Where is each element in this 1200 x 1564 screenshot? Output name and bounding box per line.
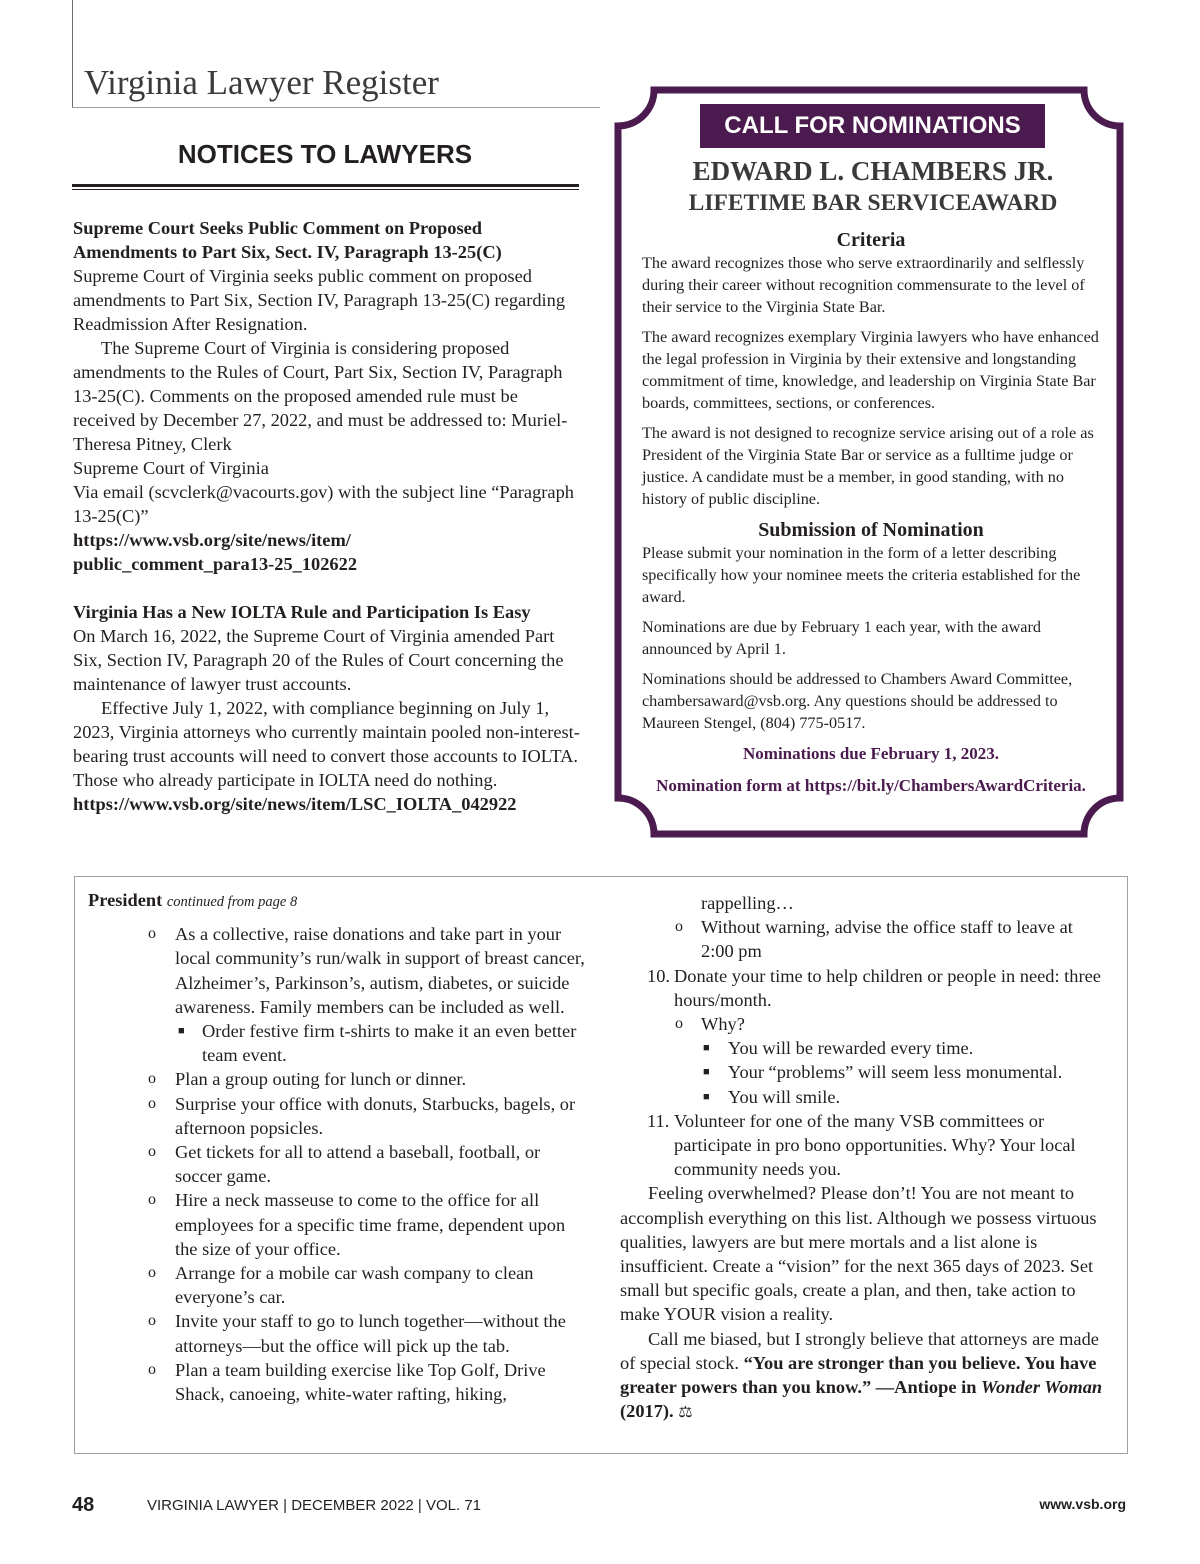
- notice2-para1: On March 16, 2022, the Supreme Court of Virginia amended Part Six, Section IV, Paragraph 20 of the Rules of Court concerning the maintenance of lawyer trust accounts.: [73, 626, 564, 694]
- circle-bullet-icon: o: [148, 1360, 156, 1378]
- list-item: [620, 1036, 1110, 1060]
- list-item: [88, 1188, 588, 1261]
- criteria-heading: Criteria: [836, 229, 906, 251]
- notice1-title-line2: Amendments to Part Six, Sect. IV, Paragraph 13-25(C): [73, 242, 502, 262]
- section-title: Virginia Lawyer Register: [84, 63, 439, 102]
- list-item-numbered: [620, 964, 1110, 1012]
- circle-bullet-icon: o: [675, 1015, 683, 1033]
- notices-column: [73, 216, 583, 816]
- notice1-title-line1: Supreme Court Seeks Public Comment on Proposed: [73, 218, 483, 238]
- scales-icon: ⚖: [678, 1404, 693, 1422]
- nomination-form-link[interactable]: Nomination form at https://bit.ly/ChambersAwardCriteria.: [656, 776, 1086, 795]
- list-item: [620, 1060, 1110, 1084]
- criteria-para2: The award recognizes exemplary Virginia lawyers who have enhanced the legal profession in Virginia by their extensive and longstanding commitment of time, knowledge, and leadership on Virginia State Bar boards, committees, sections, or conferences.: [642, 328, 1099, 412]
- circle-bullet-icon: o: [148, 1191, 156, 1209]
- list-continuation: rappelling…: [701, 893, 794, 913]
- notices-heading: NOTICES TO LAWYERS: [177, 139, 473, 169]
- list-item-text: Get tickets for all to attend a baseball, football, or soccer game.: [175, 1142, 541, 1187]
- award-title-line2: LIFETIME BAR SERVICEAWARD: [688, 190, 1058, 216]
- president-right-column: [620, 891, 1110, 1425]
- closing-text: Call me biased, but I strongly believe that attorneys are made of special stock.: [620, 1328, 1099, 1373]
- page-number: 48: [72, 1494, 95, 1516]
- nomination-body: [642, 228, 1100, 806]
- list-item: [88, 1092, 588, 1140]
- spacer: [73, 576, 583, 600]
- submission-heading: Submission of Nomination: [758, 519, 984, 541]
- notices-rule-thin: [72, 189, 579, 190]
- notice1-link-line1[interactable]: https://www.vsb.org/site/news/item/: [73, 530, 351, 550]
- circle-bullet-icon: o: [148, 1312, 156, 1330]
- list-item-text: Donate your time to help children or people in need: three hours/month.: [674, 965, 1101, 1010]
- submission-para2: Nominations are due by February 1 each year, with the award announced by April 1.: [642, 618, 1041, 658]
- list-item-text: As a collective, raise donations and take part in your local community’s run/walk in support of breast cancer, Alzheimer’s, Parkinson’s, autism, diabetes, or suicide awareness. Family members can be included as well.: [175, 924, 585, 1017]
- list-item: [88, 1140, 588, 1188]
- submission-para3: Nominations should be addressed to Chambers Award Committee, chambersaward@vsb.org. Any questions should be addressed to Maureen Stengel, (804) 775-0517.: [642, 670, 1073, 732]
- list-item-text: Plan a team building exercise like Top Golf, Drive Shack, canoeing, white-water rafting, hiking,: [175, 1359, 546, 1405]
- notices-rule: [72, 184, 579, 187]
- circle-bullet-icon: o: [148, 1264, 156, 1282]
- list-item-text: Without warning, advise the office staff to leave at 2:00 pm: [701, 917, 1073, 962]
- square-bullet-icon: ■: [178, 1025, 185, 1038]
- notice1-intro: Supreme Court of Virginia seeks public comment on proposed amendments to Part Six, Section IV, Paragraph 13-25(C) regarding Readmission After Resignation.: [73, 266, 566, 334]
- list-item-text: Surprise your office with donuts, Starbucks, bagels, or afternoon popsicles.: [175, 1093, 576, 1138]
- publication-info: VIRGINIA LAWYER | DECEMBER 2022 | VOL. 71: [147, 1497, 482, 1514]
- notice2-link[interactable]: https://www.vsb.org/site/news/item/LSC_IOLTA_042922: [73, 794, 517, 814]
- award-title-line1: EDWARD L. CHAMBERS JR.: [692, 156, 1054, 186]
- list-item-text: Plan a group outing for lunch or dinner.: [175, 1069, 467, 1090]
- continued-note: continued from page 8: [166, 894, 298, 910]
- list-item: [88, 1261, 588, 1309]
- criteria-para1: The award recognizes those who serve extraordinarily and selflessly during their career without recognition commensurate to the level of their service to the Virginia State Bar.: [642, 254, 1085, 316]
- president-left-column: [88, 888, 588, 1406]
- list-item-text: Invite your staff to go to lunch together—without the attorneys—but the office will pick up the tab.: [175, 1311, 566, 1356]
- notice2-para2: Effective July 1, 2022, with compliance beginning on July 1, 2023, Virginia attorneys who currently maintain pooled non-interest-bearing trust accounts will need to convert those accounts to IOLTA. Those who already participate in IOLTA need do nothing.: [73, 698, 580, 790]
- square-bullet-icon: ■: [703, 1042, 710, 1055]
- list-item: [88, 1067, 588, 1091]
- header-horizontal-rule: [72, 107, 600, 108]
- list-item: [620, 1012, 1110, 1036]
- nomination-banner: CALL FOR NOMINATIONS: [700, 104, 1045, 148]
- list-item-numbered: [620, 1109, 1110, 1182]
- closing-year: (2017).: [620, 1401, 674, 1422]
- list-item-text: Volunteer for one of the many VSB committees or participate in pro bono opportunities. Why? Your local community needs you.: [674, 1110, 1076, 1180]
- list-number: 10.: [647, 965, 670, 986]
- closing-paragraph-1: Feeling overwhelmed? Please don’t! You are not meant to accomplish everything on this list. Although we possess virtuous qualities, lawyers are but mere mortals and a list alone is insufficient. Create a “vision” for the next 365 days of 2023. Set small but specific goals, create a plan, and then, take action to make YOUR vision a reality.: [620, 1183, 1097, 1325]
- closing-film-title: Wonder Woman: [981, 1377, 1103, 1398]
- header-vertical-rule: [72, 0, 73, 108]
- president-heading: [88, 888, 588, 914]
- footer-url[interactable]: www.vsb.org: [1039, 1496, 1126, 1512]
- list-item: [88, 1358, 588, 1406]
- list-item: [620, 1085, 1110, 1109]
- circle-bullet-icon: o: [675, 918, 683, 936]
- list-item-text: Order festive firm t-shirts to make it an even better team event.: [202, 1021, 577, 1066]
- list-item: [88, 922, 588, 1019]
- list-item-text: Your “problems” will seem less monumental.: [728, 1062, 1063, 1083]
- circle-bullet-icon: o: [148, 925, 156, 943]
- criteria-para3: The award is not designed to recognize service arising out of a role as President of the Virginia State Bar or service as a fulltime judge or justice. A candidate must be a member, in good standing, with no history of public discipline.: [642, 424, 1094, 508]
- list-item-text: Hire a neck masseuse to come to the office for all employees for a specific time frame, dependent upon the size of your office.: [175, 1190, 566, 1259]
- square-bullet-icon: ■: [703, 1090, 710, 1103]
- list-item-text: Why?: [701, 1014, 745, 1035]
- notice1-link-line2[interactable]: public_comment_para13-25_102622: [73, 554, 358, 574]
- circle-bullet-icon: o: [148, 1094, 156, 1112]
- notice1-address-court: Supreme Court of Virginia: [73, 458, 269, 478]
- closing-quote: “You are stronger than you believe. You have greater powers than you know.” —Antiope in: [620, 1352, 1097, 1398]
- president-label: President: [88, 890, 163, 910]
- closing-paragraph-2: [620, 1327, 1110, 1426]
- square-bullet-icon: ■: [703, 1066, 710, 1079]
- list-item-text: You will be rewarded every time.: [728, 1038, 974, 1059]
- notice2-title: Virginia Has a New IOLTA Rule and Participation Is Easy: [73, 602, 531, 622]
- list-item: [88, 1019, 588, 1067]
- circle-bullet-icon: o: [148, 1070, 156, 1088]
- list-item-text: Arrange for a mobile car wash company to clean everyone’s car.: [175, 1263, 534, 1308]
- list-item: [88, 1309, 588, 1357]
- list-number: 11.: [647, 1110, 670, 1131]
- list-item-text: You will smile.: [728, 1086, 841, 1107]
- list-item: [620, 915, 1110, 963]
- submission-para1: Please submit your nomination in the form of a letter describing specifically how your nominee meets the criteria established for the award.: [642, 544, 1081, 606]
- nomination-due-line: Nominations due February 1, 2023.: [743, 744, 999, 763]
- notice1-body: The Supreme Court of Virginia is considering proposed amendments to the Rules of Court, Part Six, Section IV, Paragraph 13-25(C). Comments on the proposed amended rule must be received by December 27, 2022, and must be addressed to: Muriel-Theresa Pitney, Clerk: [73, 338, 568, 454]
- notice1-address-email: Via email (scvclerk@vacourts.gov) with the subject line “Paragraph 13-25(C)”: [73, 482, 574, 526]
- circle-bullet-icon: o: [148, 1143, 156, 1161]
